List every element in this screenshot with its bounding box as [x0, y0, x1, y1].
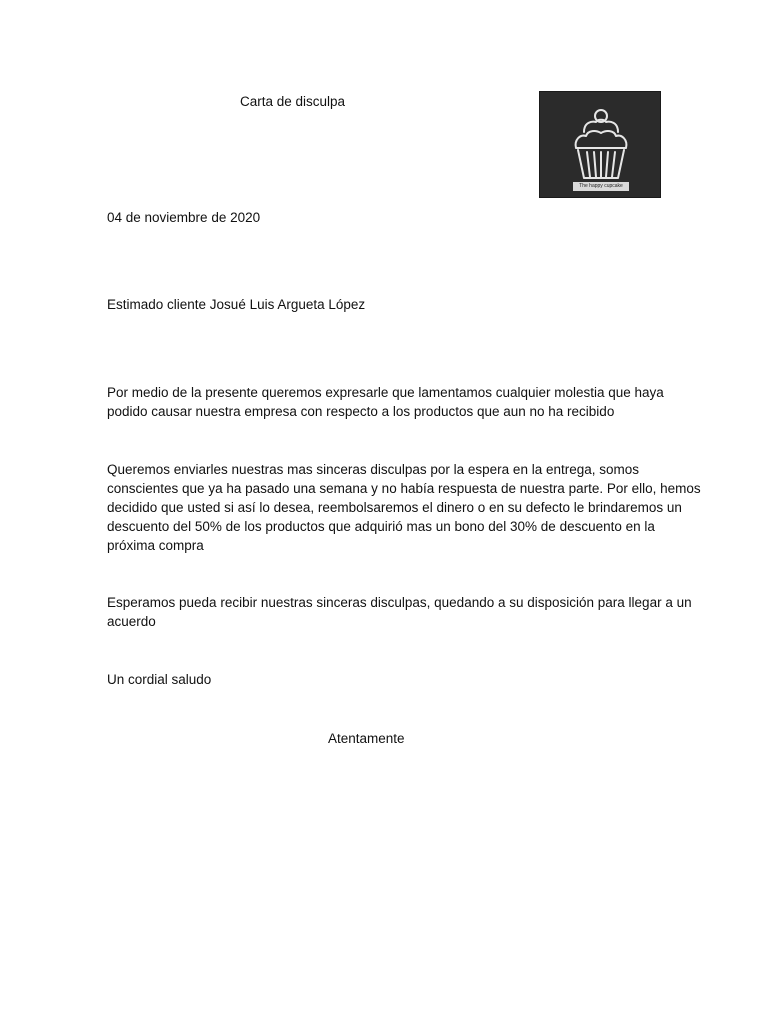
paragraph-line: acuerdo: [107, 614, 156, 629]
letter-signoff: Atentamente: [328, 731, 405, 746]
letter-closing: Un cordial saludo: [107, 672, 212, 687]
letter-date: 04 de noviembre de 2020: [107, 210, 261, 225]
paragraph-line: conscientes que ya ha pasado una semana y no había respuesta de nuestra parte. Por ello, hemos: [107, 481, 701, 496]
paragraph-line: podido causar nuestra empresa con respecto a los productos que aun no ha recibido: [107, 404, 615, 419]
paragraph-line: descuento del 50% de los productos que adquirió mas un bono del 30% de descuento en la: [107, 519, 655, 534]
paragraph-line: Queremos enviarles nuestras mas sinceras disculpas por la espera en la entrega, somos: [107, 462, 640, 477]
letter-greeting: Estimado cliente Josué Luis Argueta López: [107, 297, 366, 312]
paragraph-compensation: [107, 460, 701, 555]
paragraph-line: próxima compra: [107, 538, 204, 553]
paragraph-line: Por medio de la presente queremos expresarle que lamentamos cualquier molestia que haya: [107, 385, 664, 400]
paragraph-closing-hope: [107, 593, 692, 631]
paragraph-line: decidido que usted si así lo desea, reembolsaremos el dinero o en su defecto le brindaremos un: [107, 500, 682, 515]
company-logo: [539, 91, 661, 198]
letter-title: Carta de disculpa: [240, 94, 346, 109]
logo-caption: The happy cupcake: [573, 182, 629, 191]
paragraph-line: Esperamos pueda recibir nuestras sinceras disculpas, quedando a su disposición para llegar a un: [107, 595, 692, 610]
paragraph-apology-intro: [107, 383, 667, 421]
